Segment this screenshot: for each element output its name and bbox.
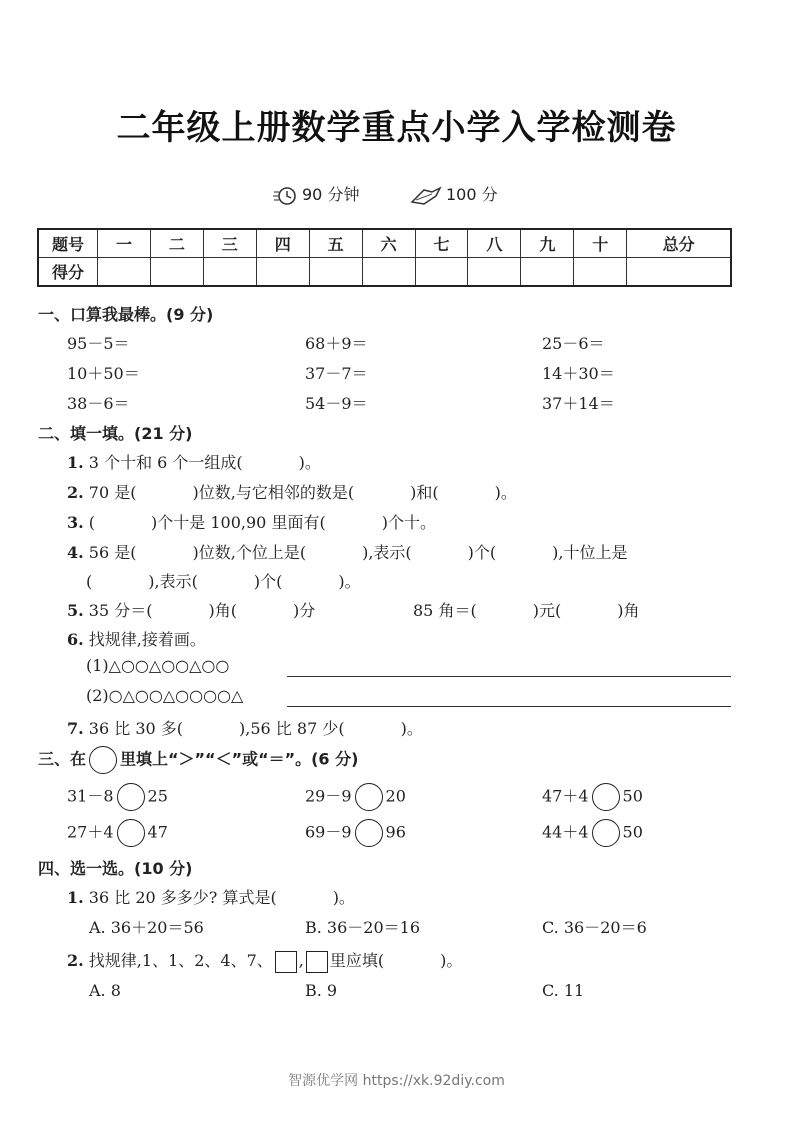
score-table-score-row bbox=[38, 258, 731, 287]
compare-item: 69－9 96 bbox=[305, 819, 406, 847]
calc-item: 95－5＝ bbox=[67, 334, 130, 353]
answer-box[interactable] bbox=[275, 951, 297, 973]
score-table-cell: 三 bbox=[203, 229, 256, 258]
square-icon bbox=[306, 951, 328, 973]
calc-item: 68＋9＝ bbox=[305, 334, 368, 353]
compare-item: 27＋4 47 bbox=[67, 819, 168, 847]
clock-icon bbox=[272, 186, 298, 206]
question-2-5: 5. 35 分＝( )角( )分 bbox=[67, 601, 316, 620]
section-4-heading: 四、选一选。(10 分) bbox=[38, 859, 193, 878]
calc-item: 10＋50＝ bbox=[67, 364, 140, 383]
score-input-cell[interactable] bbox=[521, 258, 574, 287]
score-table-cell: 四 bbox=[256, 229, 309, 258]
circle-icon bbox=[89, 746, 117, 774]
score-input-cell[interactable] bbox=[98, 258, 151, 287]
compare-circle[interactable] bbox=[117, 783, 145, 811]
score-table-cell: 九 bbox=[521, 229, 574, 258]
compare-circle[interactable] bbox=[592, 819, 620, 847]
answer-line[interactable] bbox=[287, 706, 731, 707]
question-2-2: 2. 70 是( )位数,与它相邻的数是( )和( )。 bbox=[67, 483, 517, 502]
calc-item: 54－9＝ bbox=[305, 394, 368, 413]
question-2-3: 3. ( )个十是 100,90 里面有( )个十。 bbox=[67, 513, 436, 532]
time-info bbox=[272, 182, 359, 206]
score-table-cell: 五 bbox=[309, 229, 362, 258]
score-table-cell: 得分 bbox=[38, 258, 98, 287]
option-a[interactable]: A. 36＋20＝56 bbox=[89, 918, 204, 937]
section-3-heading: 三、在 里填上“＞”“＜”或“＝”。(6 分) bbox=[38, 746, 358, 774]
compare-circle[interactable] bbox=[592, 783, 620, 811]
compare-item: 44＋4 50 bbox=[542, 819, 643, 847]
score-table-cell: 总分 bbox=[627, 229, 731, 258]
section-1-heading: 一、口算我最棒。(9 分) bbox=[38, 305, 214, 324]
score-table-cell: 题号 bbox=[38, 229, 98, 258]
calc-item: 38－6＝ bbox=[67, 394, 130, 413]
score-table-cell: 一 bbox=[98, 229, 151, 258]
score-table-cell: 六 bbox=[362, 229, 415, 258]
calc-item: 37－7＝ bbox=[305, 364, 368, 383]
option-c[interactable]: C. 11 bbox=[542, 981, 585, 1000]
score-info bbox=[410, 182, 498, 206]
option-c[interactable]: C. 36－20＝6 bbox=[542, 918, 647, 937]
score-input-cell[interactable] bbox=[150, 258, 203, 287]
pen-icon bbox=[410, 186, 442, 206]
score-table-cell: 二 bbox=[150, 229, 203, 258]
score-input-cell[interactable] bbox=[415, 258, 468, 287]
score-table-cell: 七 bbox=[415, 229, 468, 258]
score-input-cell[interactable] bbox=[574, 258, 627, 287]
compare-circle[interactable] bbox=[355, 783, 383, 811]
calc-item: 14＋30＝ bbox=[542, 364, 615, 383]
section-2-heading: 二、填一填。(21 分) bbox=[38, 424, 193, 443]
score-table-cell: 八 bbox=[468, 229, 521, 258]
option-b[interactable]: B. 36－20＝16 bbox=[305, 918, 421, 937]
question-4-1: 1. 36 比 20 多多少? 算式是( )。 bbox=[67, 888, 355, 907]
compare-item: 31－8 25 bbox=[67, 783, 168, 811]
time-text: 90 分钟 bbox=[302, 185, 360, 204]
compare-circle[interactable] bbox=[355, 819, 383, 847]
question-4-2: 2. 找规律,1、1、2、4、7、 , 里应填( )。 bbox=[67, 948, 462, 973]
score-input-cell[interactable] bbox=[362, 258, 415, 287]
question-2-7: 7. 36 比 30 多( ),56 比 87 少( )。 bbox=[67, 719, 423, 738]
footer-watermark: 智源优学网 https://xk.92diy.com bbox=[288, 1073, 505, 1089]
question-2-1: 1. 3 个十和 6 个一组成( )。 bbox=[67, 453, 321, 472]
question-2-4-cont: ( ),表示( )个( )。 bbox=[86, 572, 361, 591]
calc-item: 37＋14＝ bbox=[542, 394, 615, 413]
option-a[interactable]: A. 8 bbox=[89, 981, 121, 1000]
question-2-5-b: 85 角＝( )元( )角 bbox=[413, 601, 640, 620]
score-input-cell[interactable] bbox=[468, 258, 521, 287]
score-table bbox=[37, 228, 732, 287]
compare-circle[interactable] bbox=[117, 819, 145, 847]
score-input-cell[interactable] bbox=[309, 258, 362, 287]
option-b[interactable]: B. 9 bbox=[305, 981, 338, 1000]
pattern-row-1: (1)△○○△○○△○○ bbox=[86, 656, 230, 675]
question-2-4: 4. 56 是( )位数,个位上是( ),表示( )个( ),十位上是 bbox=[67, 543, 628, 562]
score-input-cell[interactable] bbox=[203, 258, 256, 287]
score-input-cell[interactable] bbox=[256, 258, 309, 287]
pattern-row-2: (2)○△○○△○○○○△ bbox=[86, 686, 244, 705]
answer-line[interactable] bbox=[287, 676, 731, 677]
score-table-header-row bbox=[38, 229, 731, 258]
compare-item: 47＋4 50 bbox=[542, 783, 643, 811]
question-2-6: 6. 找规律,接着画。 bbox=[67, 630, 206, 649]
page-title: 二年级上册数学重点小学入学检测卷 bbox=[116, 108, 677, 148]
compare-item: 29－9 20 bbox=[305, 783, 406, 811]
calc-item: 25－6＝ bbox=[542, 334, 605, 353]
score-text: 100 分 bbox=[446, 185, 498, 204]
score-table-cell: 十 bbox=[574, 229, 627, 258]
score-input-cell[interactable] bbox=[627, 258, 731, 287]
